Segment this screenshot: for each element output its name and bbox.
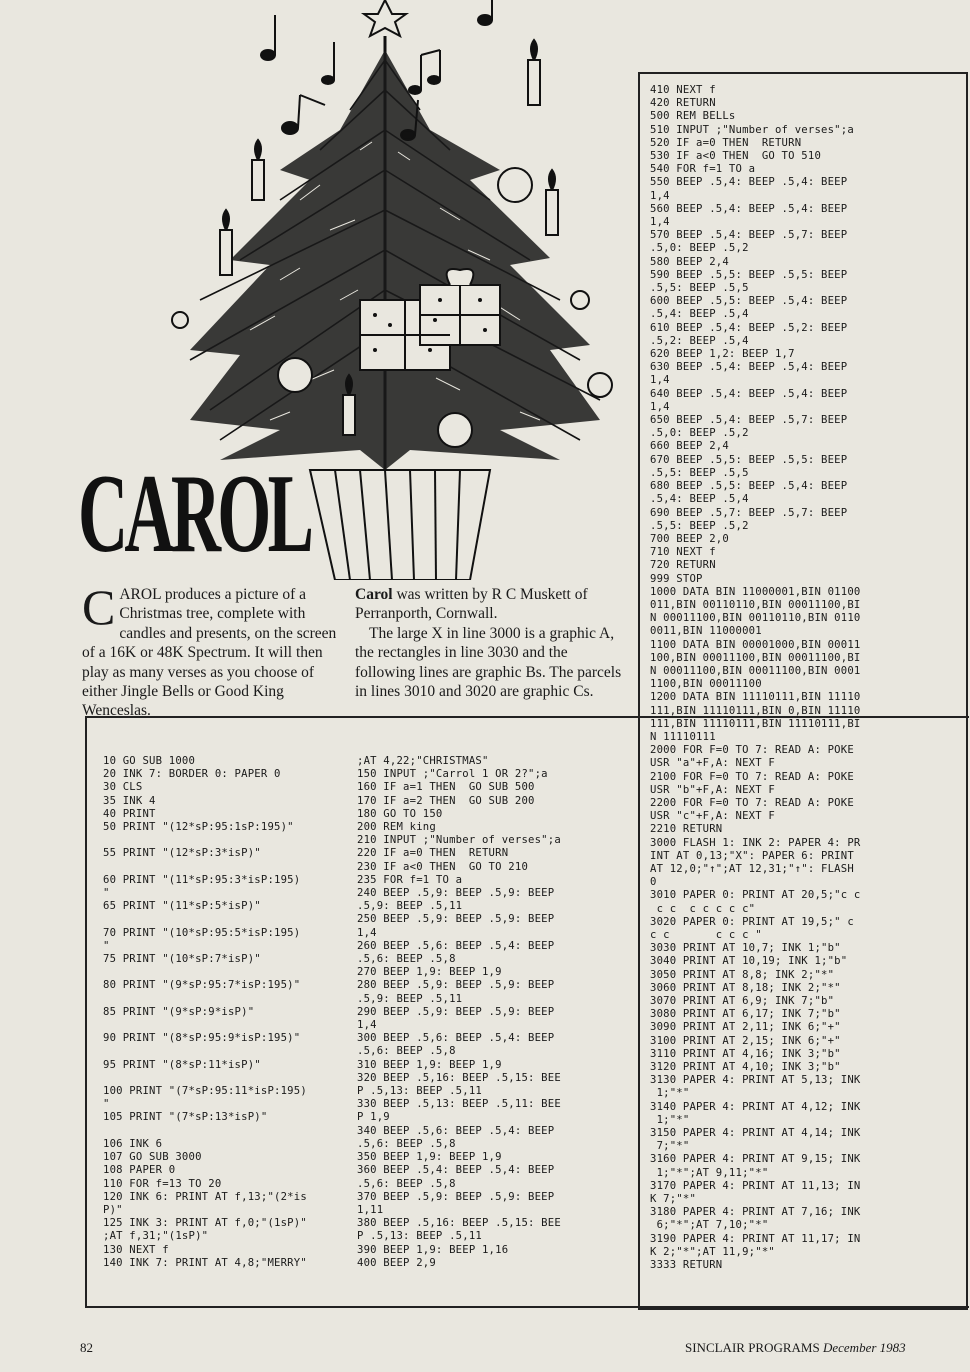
code-line: 300 BEEP .5,6: BEEP .5,4: BEEP [357, 1032, 555, 1045]
code-line: 3060 PRINT AT 8,18; INK 2;"*" [650, 981, 841, 994]
code-line: 590 BEEP .5,5: BEEP .5,5: BEEP [650, 268, 848, 281]
code-line: 390 BEEP 1,9: BEEP 1,16 [357, 1243, 509, 1256]
code-line: 1,4 [357, 926, 377, 939]
listing-column-left [103, 755, 353, 1270]
code-line: .5,6: BEEP .5,8 [357, 953, 456, 966]
code-line: 260 BEEP .5,6: BEEP .5,4: BEEP [357, 939, 555, 952]
code-line: 120 INK 6: PRINT AT f,13;"(2*is [103, 1190, 307, 1203]
code-line: 1,4 [650, 189, 670, 202]
code-line: .5,9: BEEP .5,11 [357, 992, 463, 1005]
code-line [103, 966, 353, 979]
code-line [103, 1125, 353, 1138]
code-line: P 1,9 [357, 1111, 390, 1124]
code-line: .5,5: BEEP .5,2 [650, 519, 749, 532]
code-line: 2210 RETURN [650, 823, 723, 836]
code-line: 7;"*" [650, 1140, 690, 1153]
code-line: 1;"*";AT 9,11;"*" [650, 1166, 769, 1179]
code-line: 999 STOP [650, 572, 703, 585]
code-line: 630 BEEP .5,4: BEEP .5,4: BEEP [650, 361, 848, 374]
code-line: 3180 PAPER 4: PRINT AT 7,16; INK [650, 1206, 861, 1219]
code-line: 510 INPUT ;"Number of verses";a [650, 123, 854, 136]
code-line: " [103, 887, 110, 900]
code-line: ;AT 4,22;"CHRISTMAS" [357, 755, 489, 767]
code-line: 1100 DATA BIN 00001000,BIN 00011 [650, 638, 861, 651]
code-line: 108 PAPER 0 [103, 1164, 176, 1177]
code-line: 3130 PAPER 4: PRINT AT 5,13; INK [650, 1074, 861, 1087]
code-line: 70 PRINT "(10*sP:95:5*isP:195) [103, 926, 301, 939]
code-line: AT 12,0;"↑";AT 12,31;"↑": FLASH [650, 862, 854, 875]
code-line: 1,4 [357, 1019, 377, 1032]
code-line: 1;"*" [650, 1087, 690, 1100]
code-line: 650 BEEP .5,4: BEEP .5,7: BEEP [650, 414, 848, 427]
code-line: 1,4 [650, 400, 670, 413]
code-line: 540 FOR f=1 TO a [650, 163, 756, 176]
star-icon [364, 0, 406, 36]
code-line: 410 NEXT f [650, 84, 716, 96]
code-line: USR "b"+F,A: NEXT F [650, 783, 775, 796]
code-line: 310 BEEP 1,9: BEEP 1,9 [357, 1058, 502, 1071]
code-line: 30 CLS [103, 781, 143, 794]
code-line: 105 PRINT "(7*sP:13*isP)" [103, 1111, 268, 1124]
code-line: 3010 PAPER 0: PRINT AT 20,5;"c c [650, 889, 861, 902]
code-line: 3150 PAPER 4: PRINT AT 4,14; INK [650, 1127, 861, 1140]
code-line: 3120 PRINT AT 4,10; INK 3;"b" [650, 1061, 841, 1074]
code-line: 3140 PAPER 4: PRINT AT 4,12; INK [650, 1100, 861, 1113]
code-line: 670 BEEP .5,5: BEEP .5,5: BEEP [650, 453, 848, 466]
code-line: 700 BEEP 2,0 [650, 532, 729, 545]
code-line: 330 BEEP .5,13: BEEP .5,11: BEE [357, 1098, 561, 1111]
code-line: P)" [103, 1203, 123, 1216]
code-line: N 00011100,BIN 00110110,BIN 0110 [650, 612, 861, 625]
code-line: 0 [650, 876, 657, 889]
code-line: 110 FOR f=13 TO 20 [103, 1177, 222, 1190]
code-line: 350 BEEP 1,9: BEEP 1,9 [357, 1151, 502, 1164]
code-line: .5,4: BEEP .5,4 [650, 493, 749, 506]
code-line: 380 BEEP .5,16: BEEP .5,15: BEE [357, 1217, 561, 1230]
code-line: " [103, 939, 110, 952]
code-line: 111,BIN 11110111,BIN 11110111,BI [650, 717, 861, 730]
code-line [103, 861, 353, 874]
program-name: Carol [355, 586, 393, 603]
code-line: 100,BIN 00011100,BIN 00011100,BI [650, 651, 861, 664]
code-line: 280 BEEP .5,9: BEEP .5,9: BEEP [357, 979, 555, 992]
code-line: 640 BEEP .5,4: BEEP .5,4: BEEP [650, 387, 848, 400]
code-line: 40 PRINT [103, 807, 156, 820]
credits-block [355, 585, 631, 701]
listing-column-middle [357, 755, 637, 1270]
code-line: 3160 PAPER 4: PRINT AT 9,15; INK [650, 1153, 861, 1166]
code-line: 580 BEEP 2,4 [650, 255, 729, 268]
code-line: 270 BEEP 1,9: BEEP 1,9 [357, 966, 502, 979]
code-line: INT AT 0,13;"X": PAPER 6: PRINT [650, 849, 854, 862]
code-line: 400 BEEP 2,9 [357, 1256, 436, 1269]
code-line: 75 PRINT "(10*sP:7*isP)" [103, 953, 261, 966]
code-line: .5,6: BEEP .5,8 [357, 1137, 456, 1150]
code-line: 130 NEXT f [103, 1243, 169, 1256]
code-line: K 7;"*" [650, 1193, 697, 1206]
music-note-icon [261, 15, 275, 60]
code-line: 2000 FOR F=0 TO 7: READ A: POKE [650, 744, 854, 757]
code-line: .5,5: BEEP .5,5 [650, 282, 749, 295]
code-line: 35 INK 4 [103, 794, 156, 807]
code-line: USR "c"+F,A: NEXT F [650, 810, 775, 823]
code-line: N 11110111 [650, 730, 716, 743]
code-line: .5,6: BEEP .5,8 [357, 1045, 456, 1058]
code-line [103, 1019, 353, 1032]
code-line: 570 BEEP .5,4: BEEP .5,7: BEEP [650, 229, 848, 242]
code-line: 20 INK 7: BORDER 0: PAPER 0 [103, 768, 281, 781]
code-line: .5,2: BEEP .5,4 [650, 334, 749, 347]
magazine-footer [685, 1340, 906, 1356]
code-line: 3090 PRINT AT 2,11; INK 6;"+" [650, 1021, 841, 1034]
code-line: .5,0: BEEP .5,2 [650, 242, 749, 255]
code-line: 1,4 [650, 374, 670, 387]
code-line: 95 PRINT "(8*sP:11*isP)" [103, 1058, 261, 1071]
code-line: ;AT f,31;"(1sP)" [103, 1230, 209, 1243]
code-line: 1200 DATA BIN 11110111,BIN 11110 [650, 691, 861, 704]
code-line: 600 BEEP .5,5: BEEP .5,4: BEEP [650, 295, 848, 308]
code-line: 560 BEEP .5,4: BEEP .5,4: BEEP [650, 202, 848, 215]
code-line: 520 IF a=0 THEN RETURN [650, 136, 802, 149]
code-line: c c c c c " [650, 929, 762, 941]
bauble [498, 168, 532, 202]
code-line: K 2;"*";AT 11,9;"*" [650, 1245, 775, 1258]
code-line: 2200 FOR F=0 TO 7: READ A: POKE [650, 796, 854, 809]
code-line: 100 PRINT "(7*sP:95:11*isP:195) [103, 1085, 307, 1098]
code-line: P .5,13: BEEP .5,11 [357, 1230, 482, 1243]
code-line: 170 IF a=2 THEN GO SUB 200 [357, 794, 535, 807]
code-line: USR "a"+F,A: NEXT F [650, 757, 775, 770]
code-line: 2100 FOR F=0 TO 7: READ A: POKE [650, 770, 854, 783]
code-line [103, 1072, 353, 1085]
code-line: 200 REM king [357, 821, 436, 834]
code-line: .5,6: BEEP .5,8 [357, 1177, 456, 1190]
code-line: .5,9: BEEP .5,11 [357, 900, 463, 913]
code-line: 230 IF a<0 THEN GO TO 210 [357, 860, 529, 873]
issue-date: December 1983 [822, 1340, 906, 1355]
code-line: 140 INK 7: PRINT AT 4,8;"MERRY" [103, 1256, 307, 1269]
code-line: 250 BEEP .5,9: BEEP .5,9: BEEP [357, 913, 555, 926]
code-line: 85 PRINT "(9*sP:9*isP)" [103, 1005, 255, 1018]
code-line: 60 PRINT "(11*sP:95:3*isP:195) [103, 873, 301, 886]
code-line: 370 BEEP .5,9: BEEP .5,9: BEEP [357, 1190, 555, 1203]
code-line: 1;"*" [650, 1113, 690, 1126]
code-line: 1100,BIN 00011100 [650, 678, 762, 691]
drop-cap: C [82, 579, 116, 635]
code-line: 125 INK 3: PRINT AT f,0;"(1sP)" [103, 1217, 307, 1230]
code-line: 550 BEEP .5,4: BEEP .5,4: BEEP [650, 176, 848, 189]
code-line: 50 PRINT "(12*sP:95:1sP:195)" [103, 821, 294, 834]
candle [528, 60, 540, 105]
code-line: 111,BIN 11110111,BIN 0,BIN 11110 [650, 704, 861, 717]
code-line: 3080 PRINT AT 6,17; INK 7;"b" [650, 1008, 841, 1021]
magazine-name: SINCLAIR PROGRAMS [685, 1340, 820, 1355]
code-line: c c c c c c c" [650, 902, 756, 915]
code-line: 150 INPUT ;"Carrol 1 OR 2?";a [357, 768, 548, 781]
code-line: 10 GO SUB 1000 [103, 755, 196, 767]
code-line: N 00011100,BIN 00011100,BIN 0001 [650, 664, 861, 677]
code-line: 235 FOR f=1 TO a [357, 873, 463, 886]
code-line: 3040 PRINT AT 10,19; INK 1;"b" [650, 955, 848, 968]
intro-text: AROL produces a picture of a Christmas tree, complete with candles and presents, on the screen of a 16K or 48K Spectrum. It will then play as many verses as you choose of either Jingle Bells or Good King Wenceslas. [82, 586, 337, 720]
code-line: 3333 RETURN [650, 1259, 723, 1272]
code-line: 106 INK 6 [103, 1137, 163, 1150]
credits-paragraph [355, 585, 631, 624]
code-line: 340 BEEP .5,6: BEEP .5,4: BEEP [357, 1124, 555, 1137]
code-line: 1,11 [357, 1203, 384, 1216]
code-line: 720 RETURN [650, 559, 716, 572]
code-line: 290 BEEP .5,9: BEEP .5,9: BEEP [357, 1005, 555, 1018]
code-line [103, 834, 353, 847]
code-line: 1000 DATA BIN 11000001,BIN 01100 [650, 585, 861, 598]
code-line: " [103, 1098, 110, 1111]
code-line: .5,5: BEEP .5,5 [650, 466, 749, 479]
code-line: 500 REM BELLs [650, 110, 736, 123]
page-number: 82 [80, 1340, 93, 1355]
code-line: 3190 PAPER 4: PRINT AT 11,17; IN [650, 1232, 861, 1245]
code-line: 210 INPUT ;"Number of verses";a [357, 834, 561, 847]
code-line: 160 IF a=1 THEN GO SUB 500 [357, 781, 535, 794]
code-line: 3170 PAPER 4: PRINT AT 11,13; IN [650, 1179, 861, 1192]
code-line: 55 PRINT "(12*sP:3*isP)" [103, 847, 261, 860]
code-line: .5,0: BEEP .5,2 [650, 427, 749, 440]
code-line: 530 IF a<0 THEN GO TO 510 [650, 150, 822, 163]
code-line: 1,4 [650, 216, 670, 229]
code-line: 3100 PRINT AT 2,15; INK 6;"+" [650, 1034, 841, 1047]
code-line: 6;"*";AT 7,10;"*" [650, 1219, 769, 1232]
code-line: 90 PRINT "(8*sP:95:9*isP:195)" [103, 1032, 301, 1045]
code-line: 610 BEEP .5,4: BEEP .5,2: BEEP [650, 321, 848, 334]
code-line: 240 BEEP .5,9: BEEP .5,9: BEEP [357, 887, 555, 900]
code-line: 011,BIN 00110110,BIN 00011100,BI [650, 598, 861, 611]
code-line: 0011,BIN 11000001 [650, 625, 762, 638]
code-line: 107 GO SUB 3000 [103, 1151, 202, 1164]
code-line: 320 BEEP .5,16: BEEP .5,15: BEE [357, 1071, 561, 1084]
code-line [103, 1045, 353, 1058]
code-line: 220 IF a=0 THEN RETURN [357, 847, 509, 860]
code-line: 80 PRINT "(9*sP:95:7*isP:195)" [103, 979, 301, 992]
code-line: 420 RETURN [650, 97, 716, 110]
code-line: 660 BEEP 2,4 [650, 440, 729, 453]
code-line: 360 BEEP .5,4: BEEP .5,4: BEEP [357, 1164, 555, 1177]
code-line: 180 GO TO 150 [357, 807, 443, 820]
listing-column-right [650, 84, 962, 1272]
credits-text: was written by R C Muskett of Perranporth, Cornwall. [355, 586, 588, 623]
code-line: 690 BEEP .5,7: BEEP .5,7: BEEP [650, 506, 848, 519]
code-line: 3110 PRINT AT 4,16; INK 3;"b" [650, 1047, 841, 1060]
code-line: 65 PRINT "(11*sP:5*isP)" [103, 900, 261, 913]
code-line: 3070 PRINT AT 6,9; INK 7;"b" [650, 995, 835, 1008]
code-line: 680 BEEP .5,5: BEEP .5,4: BEEP [650, 480, 848, 493]
code-line: .5,4: BEEP .5,4 [650, 308, 749, 321]
code-line: 3030 PRINT AT 10,7; INK 1;"b" [650, 942, 841, 955]
code-line: 710 NEXT f [650, 546, 716, 559]
article-title: CAROL [78, 452, 311, 576]
code-line: 3000 FLASH 1: INK 2: PAPER 4: PR [650, 836, 861, 849]
code-line: 3020 PAPER 0: PRINT AT 19,5;" c [650, 915, 854, 928]
code-line: 3050 PRINT AT 8,8; INK 2;"*" [650, 968, 835, 981]
code-line: 620 BEEP 1,2: BEEP 1,7 [650, 348, 795, 361]
code-line [103, 913, 353, 926]
intro-paragraph [82, 579, 347, 721]
graphics-notes: The large X in line 3000 is a graphic A, the rectangles in line 3030 and the following lines are graphic Bs. The parcels in lines 3010 and 3020 are graphic Cs. [355, 624, 622, 701]
code-line [103, 993, 353, 1006]
code-line: P .5,13: BEEP .5,11 [357, 1085, 482, 1098]
